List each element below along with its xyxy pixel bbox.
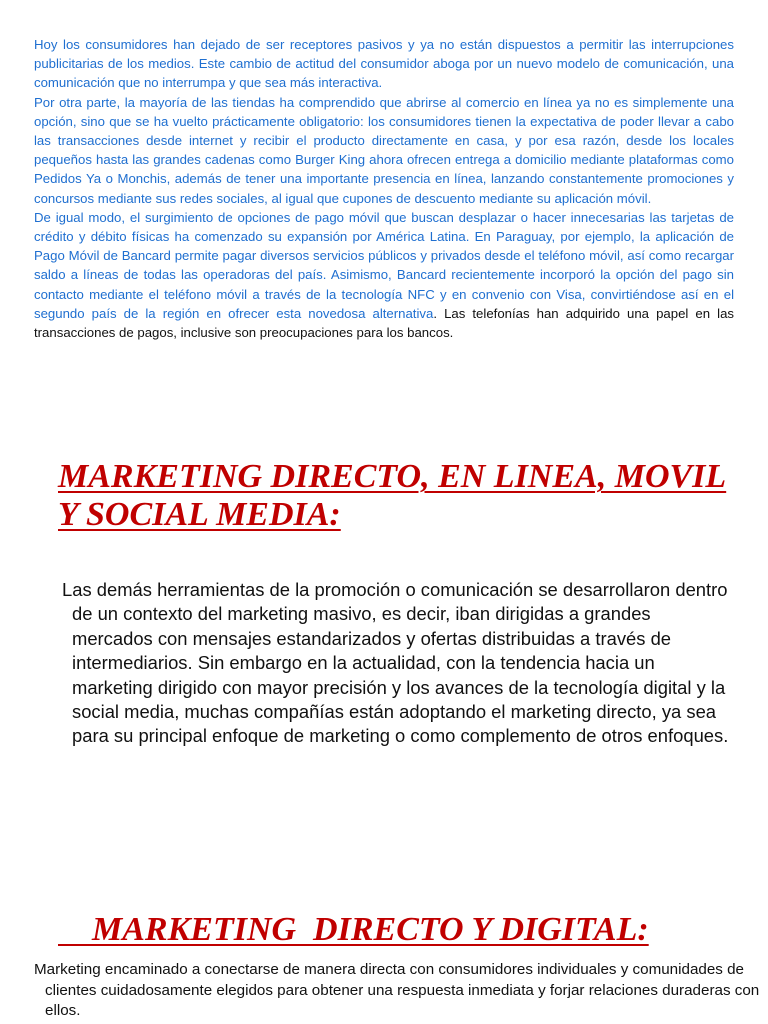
section-1-body: Las demás herramientas de la promoción o comunicación se desarrollaron dentro de un contexto del marketing masivo, es decir, iban dirigidas a grandes mercados con mensajes estandarizados y ofertas distribuidas a través de intermediarios. Sin embargo en la actualidad, con la tendencia hacia un marketing dirigido con mayor precisión y los avances de la tecnología digital y la social media, muchas compañías están adoptando el marketing directo, ya sea para su principal enfoque de marketing o como complemento de otros enfoques. — [62, 579, 729, 747]
section-2-body: Marketing encaminado a conectarse de manera directa con consumidores individuales y comunidades de clientes cuidadosamente elegidos para obtener una respuesta inmediata y forjar relaciones duraderas con ellos. — [34, 961, 760, 1020]
intro-paragraph-3-tail: . Las telefonías han adquirido una papel en las transacciones de pagos, inclusive son preocupaciones para los bancos. — [34, 305, 734, 341]
intro-paragraph-2: Por otra parte, la mayoría de las tiendas ha comprendido que abrirse al comercio en línea ya no es simplemente una opción, sino que se ha vuelto prácticamente obligatorio: los consumidores tienen la expectativa de poder llevar a cabo las transacciones desde internet y recibir el producto directamente en casa, y por esa razón, desde los locales pequeños hasta las grandes cadenas como Burger King ahora ofrecen entrega a domicilio mediante plataformas como Pedidos Ya o Monchis, además de tener una importante presencia en línea, lanzando constantemente promociones y concursos mediante sus redes sociales, al igual que cupones de descuento mediante su aplicación móvil. — [34, 94, 734, 206]
section-1-heading: MARKETING DIRECTO, EN LINEA, MOVIL Y SOCIAL MEDIA: — [58, 458, 727, 533]
intro-paragraph-3-main: De igual modo, el surgimiento de opciones de pago móvil que buscan desplazar o hacer innecesarias las tarjetas de crédito y débito físicas ha comenzado su expansión por América Latina. En Paraguay, por ejemplo, la aplicación de Pago Móvil de Bancard permite pagar diversos servicios públicos y privados desde el teléfono móvil, así como recargar saldo a líneas de todas las operadoras del país. Asimismo, Bancard recientemente incorporó la opción del pago sin contacto mediante el teléfono móvil a través de la tecnología NFC y en convenio con Visa, convirtiéndose así en el segundo país de la región en ofrecer esta novedosa alternativa — [34, 209, 734, 321]
intro-paragraph-3 — [34, 208, 734, 342]
intro-text-block — [34, 35, 734, 342]
section-2-heading: MARKETING DIRECTO Y DIGITAL: — [58, 911, 649, 948]
intro-paragraph-1: Hoy los consumidores han dejado de ser receptores pasivos y ya no están dispuestos a permitir las interrupciones publicitarias de los medios. Este cambio de actitud del consumidor aboga por un nuevo modelo de comunicación, una comunicación que no interrumpa y que sea más interactiva. — [34, 37, 734, 91]
